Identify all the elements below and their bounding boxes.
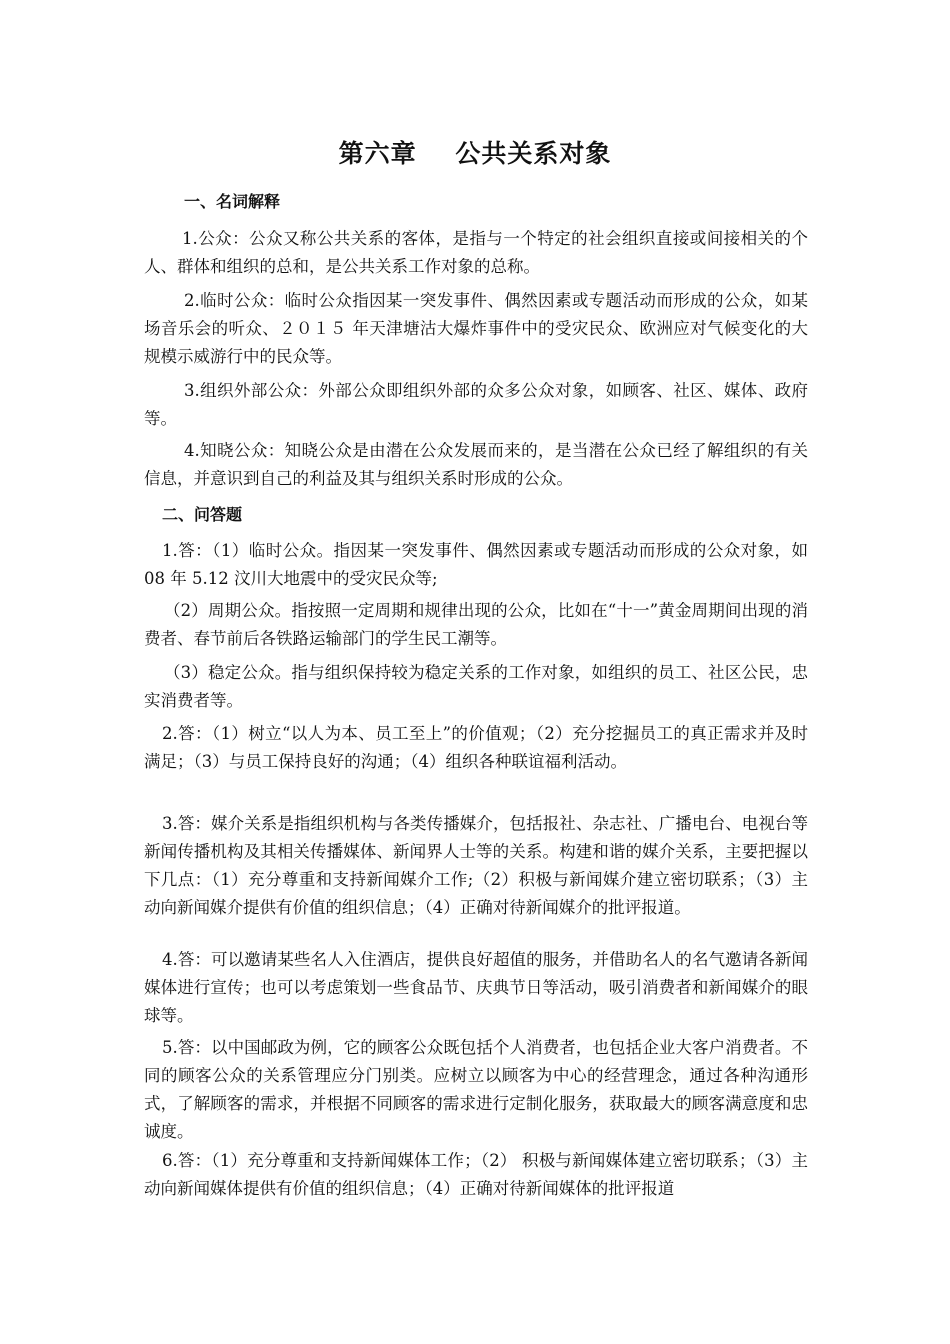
answer-2: 2.答：（1）树立“以人为本、员工至上”的价值观；（2）充分挖掘员工的真正需求并及时满足；（3）与员工保持良好的沟通；（4）组织各种联谊福利活动。 xyxy=(144,724,808,771)
section-heading-terms: 一、名词解释 xyxy=(184,192,281,211)
section-heading-qa: 二、问答题 xyxy=(162,505,243,524)
answer-1-part-2: （2）周期公众。指按照一定周期和规律出现的公众，比如在“十一”黄金周期间出现的消费者、春节前后各铁路运输部门的学生民工潮等。 xyxy=(144,601,808,648)
answer-6: 6.答：（1）充分尊重和支持新闻媒体工作；（2） 积极与新闻媒体建立密切联系；（3）主动向新闻媒体提供有价值的组织信息；（4）正确对待新闻媒体的批评报道 xyxy=(144,1151,808,1198)
answer-1-part-3: （3）稳定公众。指与组织保持较为稳定关系的工作对象，如组织的员工、社区公民，忠实消费者等。 xyxy=(144,663,808,710)
answer-3: 3.答：媒介关系是指组织机构与各类传播媒介，包括报社、杂志社、广播电台、电视台等新闻传播机构及其相关传播媒体、新闻界人士等的关系。构建和谐的媒介关系，主要把握以下几点：（1）充分尊重和支持新闻媒介工作;（2）积极与新闻媒介建立密切联系；（3）主动向新闻媒介提供有价值的组织信息；（4）正确对待新闻媒介的批评报道。 xyxy=(144,814,808,917)
answer-5: 5.答：以中国邮政为例，它的顾客公众既包括个人消费者，也包括企业大客户消费者。不同的顾客公众的关系管理应分门别类。应树立以顾客为中心的经营理念，通过各种沟通形式，了解顾客的需求，并根据不同顾客的需求进行定制化服务，获取最大的顾客满意度和忠诚度。 xyxy=(144,1038,808,1141)
term-definition-3: 3.组织外部公众：外部公众即组织外部的众多公众对象，如顾客、社区、媒体、政府等。 xyxy=(144,381,808,428)
answer-4: 4.答：可以邀请某些名人入住酒店，提供良好超值的服务，并借助名人的名气邀请各新闻媒体进行宣传；也可以考虑策划一些食品节、庆典节日等活动，吸引消费者和新闻媒介的眼球等。 xyxy=(144,950,808,1025)
answer-1-part-1: 1.答：（1）临时公众。指因某一突发事件、偶然因素或专题活动而形成的公众对象，如 08 年 5.12 汶川大地震中的受灾民众等; xyxy=(144,541,808,588)
chapter-title: 第六章 公共关系对象 xyxy=(338,139,612,168)
term-definition-4: 4.知晓公众：知晓公众是由潜在公众发展而来的，是当潜在公众已经了解组织的有关信息，并意识到自己的利益及其与组织关系时形成的公众。 xyxy=(144,441,808,488)
term-definition-1: 1.公众：公众又称公共关系的客体，是指与一个特定的社会组织直接或间接相关的个人、群体和组织的总和，是公共关系工作对象的总称。 xyxy=(144,229,808,276)
term-definition-2: 2.临时公众：临时公众指因某一突发事件、偶然因素或专题活动而形成的公众，如某场音乐会的听众、２０１５ 年天津塘沽大爆炸事件中的受灾民众、欧洲应对气候变化的大规模示威游行中的民众等。 xyxy=(144,291,808,366)
